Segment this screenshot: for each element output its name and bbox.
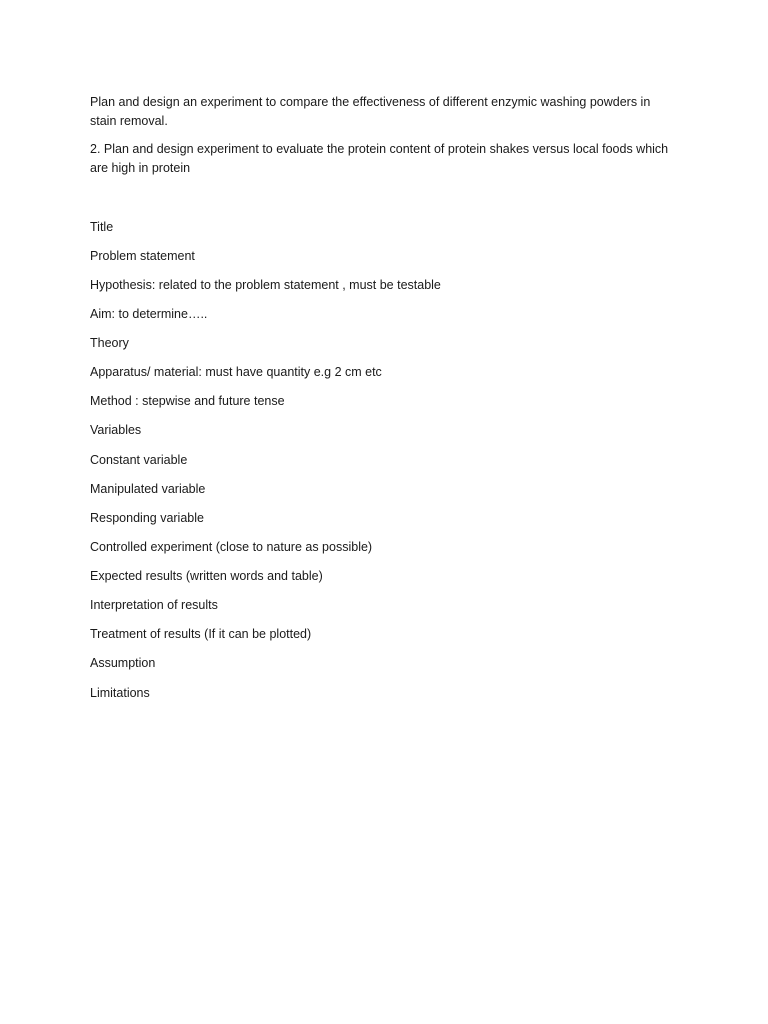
outline-hypothesis: Hypothesis: related to the problem statement , must be testable [90,278,441,292]
outline-constant-variable: Constant variable [90,453,188,467]
outline-assumption: Assumption [90,656,156,670]
outline-interpretation: Interpretation of results [90,598,218,612]
outline-theory: Theory [90,336,129,350]
task-2-paragraph: 2. Plan and design experiment to evaluate the protein content of protein shakes versus local foods which are high in protein [90,142,669,175]
outline-limitations: Limitations [90,686,150,700]
outline-problem-statement: Problem statement [90,249,195,263]
outline-responding-variable: Responding variable [90,511,204,525]
outline-apparatus: Apparatus/ material: must have quantity e.g 2 cm etc [90,365,382,379]
task-1-paragraph: Plan and design an experiment to compare the effectiveness of different enzymic washing powders in stain removal. [90,95,651,128]
outline-controlled-experiment: Controlled experiment (close to nature as possible) [90,540,373,554]
outline-method: Method : stepwise and future tense [90,394,285,408]
outline-manipulated-variable: Manipulated variable [90,482,206,496]
outline-aim: Aim: to determine….. [90,307,208,321]
outline-title: Title [90,220,114,234]
outline-treatment-of-results: Treatment of results (If it can be plotted) [90,627,312,641]
outline-expected-results: Expected results (written words and table) [90,569,323,583]
outline-variables: Variables [90,423,142,437]
